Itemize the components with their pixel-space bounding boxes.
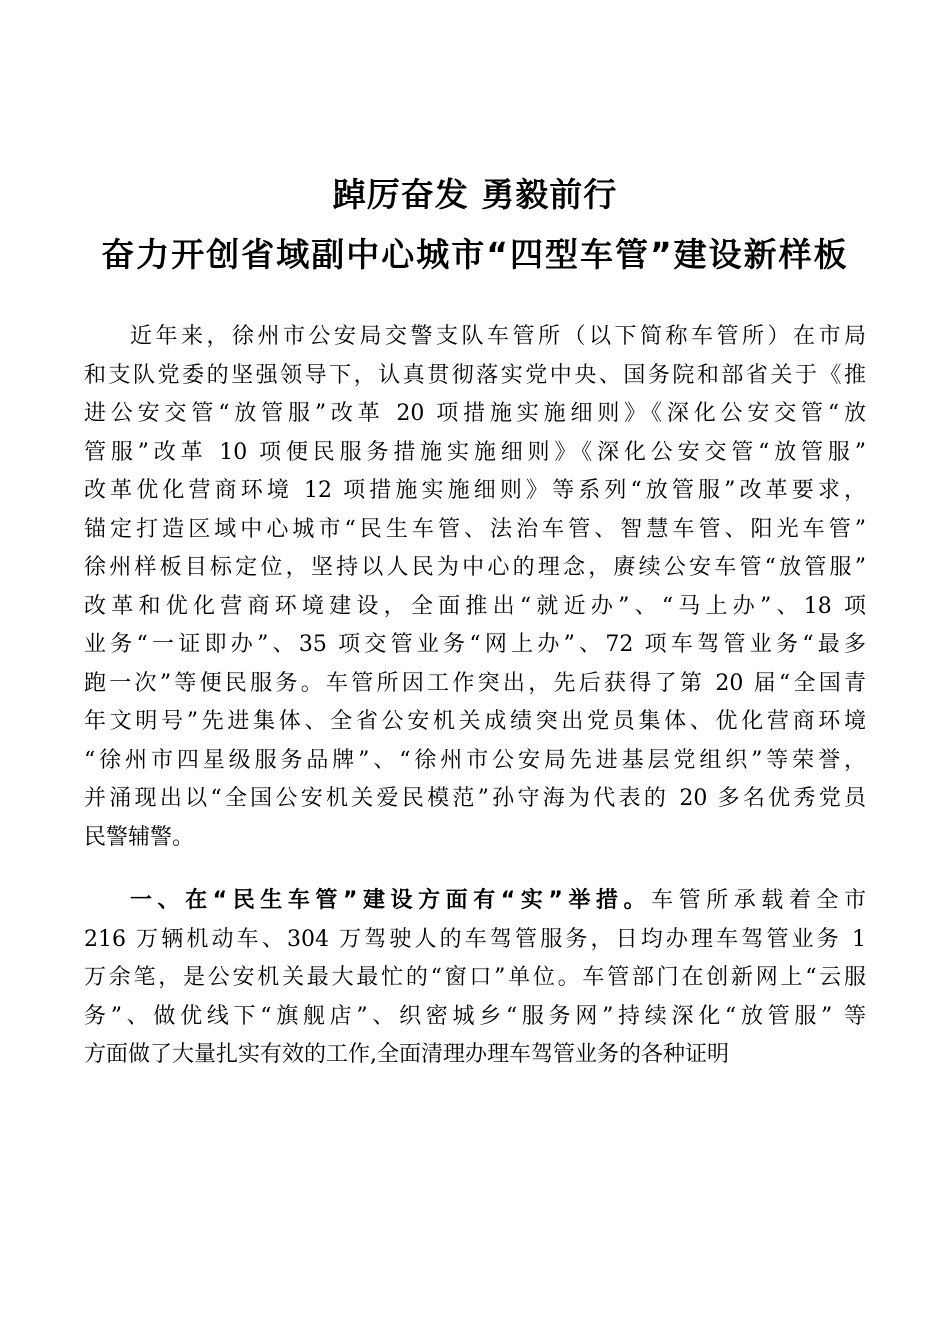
text-line: 方面做了大量扎实有效的工作,全面清理办理车驾管业务的各种证明 <box>84 1042 729 1067</box>
title-line-main: 踔厉奋发 勇毅前行 <box>332 175 618 214</box>
text-line: 并涌现出以“全国公安机关爱民模范”孙守海为代表的 20 多名优秀党员 <box>84 786 866 811</box>
paragraph-intro <box>84 318 866 857</box>
text-line: 民警辅警。 <box>84 824 195 850</box>
text-line: 进公安交管“放管服”改革 20 项措施实施细则》《深化公安交管“放 <box>84 401 866 426</box>
text-line: 管服”改革 10 项便民服务措施实施细则》《深化公安交管“放管服” <box>84 439 866 465</box>
text-line: 业务“一证即办”、35 项交管业务“网上办”、72 项车驾管业务“最多 <box>84 632 866 657</box>
text-line: 锚定打造区域中心城市“民生车管、法治车管、智慧车管、阳光车管” <box>84 516 866 542</box>
text-line <box>84 882 866 921</box>
text-line: 改革优化营商环境 12 项措施实施细则》等系列“放管服”改革要求， <box>84 478 866 503</box>
text-line: 改革和优化营商环境建设，全面推出“就近办”、“马上办”、18 项 <box>84 593 866 619</box>
text-line: 务”、做优线下“旗舰店”、织密城乡“服务网”持续深化“放管服” 等 <box>84 1003 866 1029</box>
text-line: 216 万辆机动车、304 万驾驶人的车驾管服务，日均办理车驾管业务 1 <box>84 926 866 952</box>
text-line: 年文明号”先进集体、全省公安机关成绩突出党员集体、优化营商环境 <box>84 709 866 734</box>
text-line: 和支队党委的坚强领导下，认真贯彻落实党中央、国务院和部省关于《推 <box>84 362 866 388</box>
title-line-subtitle: 奋力开创省域副中心城市“四型车管”建设新样板 <box>101 235 849 274</box>
paragraph-section-one <box>84 882 866 1075</box>
document-title <box>0 165 950 285</box>
text-line: 近年来，徐州市公安局交警支队车管所（以下简称车管所）在市局 <box>130 324 866 349</box>
text-line: 万余笔，是公安机关最大最忙的“窗口”单位。车管部门在创新网上“云服 <box>84 965 866 990</box>
section-heading: 一、在“民生车管”建设方面有“实”举措。 <box>130 888 652 913</box>
section-heading-continuation: 车管所承载着全市 <box>651 888 866 913</box>
text-line: 跑一次”等便民服务。车管所因工作突出，先后获得了第 20 届“全国青 <box>84 670 866 696</box>
text-line: 徐州样板目标定位，坚持以人民为中心的理念，赓续公安车管“放管服” <box>84 555 866 580</box>
text-line: “徐州市四星级服务品牌”、“徐州市公安局先进基层党组织”等荣誉， <box>84 747 866 773</box>
